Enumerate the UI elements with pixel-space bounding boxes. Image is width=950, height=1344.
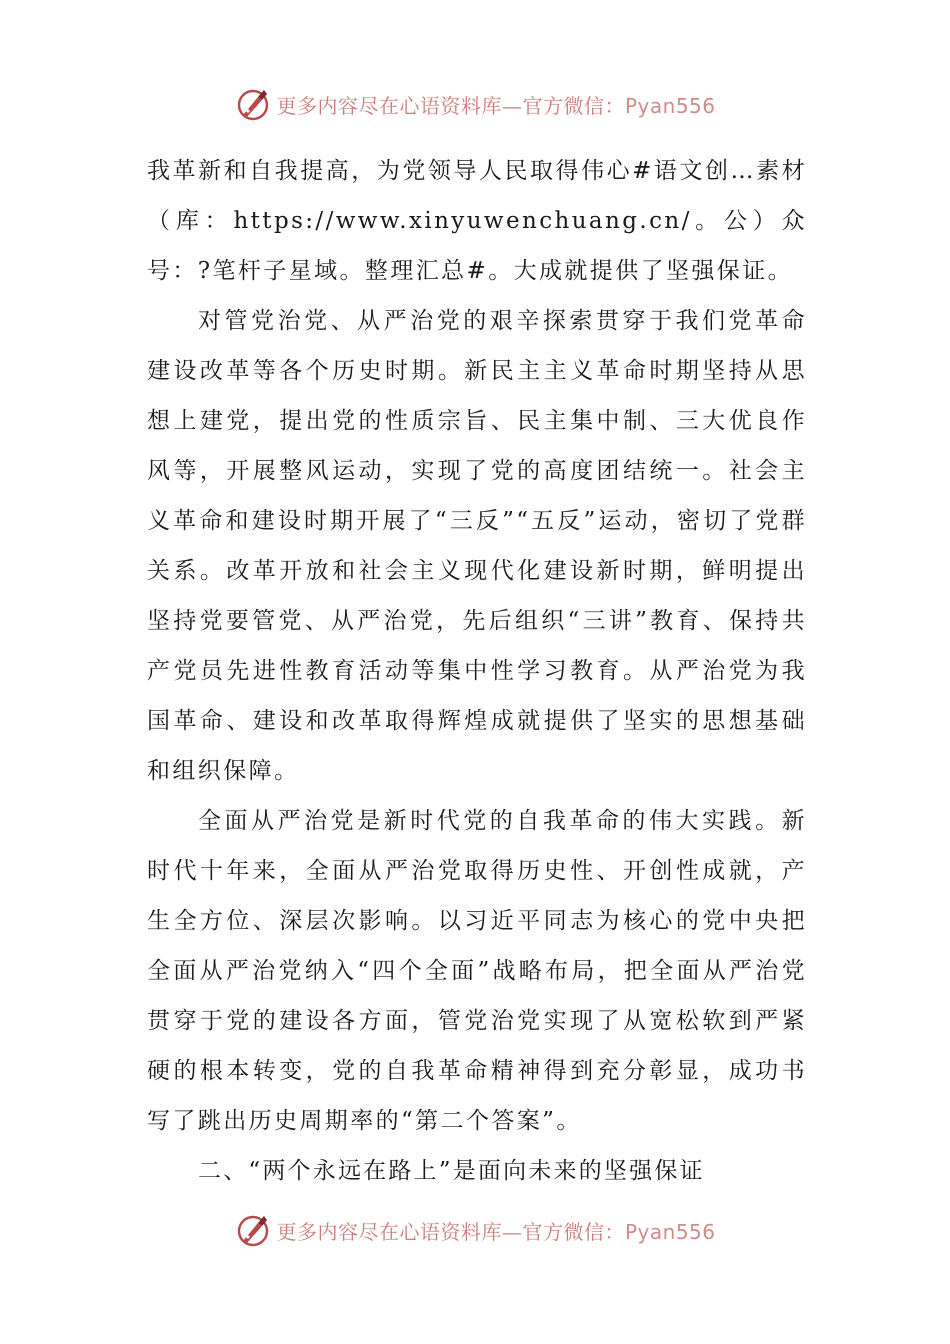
banner-slogan: 更多内容尽在心语资料库—官方微信： [276, 1219, 625, 1244]
pen-nib-circle-icon [234, 1211, 272, 1249]
banner-text [276, 90, 715, 119]
section-heading: 二、“两个永远在路上”是面向未来的坚强保证 [198, 1158, 705, 1184]
banner-slogan: 更多内容尽在心语资料库—官方微信： [276, 93, 625, 118]
paragraph-history: 对管党治党、从严治党的艰辛探索贯穿于我们党革命建设改革等各个历史时期。新民主主义革命时期坚持从思想上建党，提出党的性质宗旨、民主集中制、三大优良作风等，开展整风运动，实现了党的高度团结统一。社会主义革命和建设时期开展了“三反”“五反”运动，密切了党群关系。改革开放和社会主义现代化建设新时期，鲜明提出坚持党要管党、从严治党，先后组织“三讲”教育、保持共产党员先进性教育活动等集中性学习教育。从严治党为我国革命、建设和改革取得辉煌成就提供了坚实的思想基础和组织保障。 [147, 308, 807, 784]
document-body [147, 146, 807, 1196]
footer-banner [0, 1208, 950, 1252]
paragraph-continued: 我革新和自我提高，为党领导人民取得伟心#语文创…素材（库：https://www.xinyuwenchuang.cn/。公）众号：?笔杆子星域。整理汇总#。大成就提供了坚强保证。 [147, 158, 807, 284]
pen-nib-circle-icon [234, 85, 272, 123]
header-banner [0, 82, 950, 126]
paragraph-new-era: 全面从严治党是新时代党的自我革命的伟大实践。新时代十年来，全面从严治党取得历史性、开创性成就，产生全方位、深层次影响。以习近平同志为核心的党中央把全面从严治党纳入“四个全面”战略布局，把全面从严治党贯穿于党的建设各方面，管党治党实现了从宽松软到严紧硬的根本转变，党的自我革命精神得到充分彰显，成功书写了跳出历史周期率的“第二个答案”。 [147, 808, 807, 1134]
banner-text [276, 1216, 715, 1245]
wechat-id: Pyan556 [624, 93, 716, 118]
wechat-id: Pyan556 [624, 1219, 716, 1244]
